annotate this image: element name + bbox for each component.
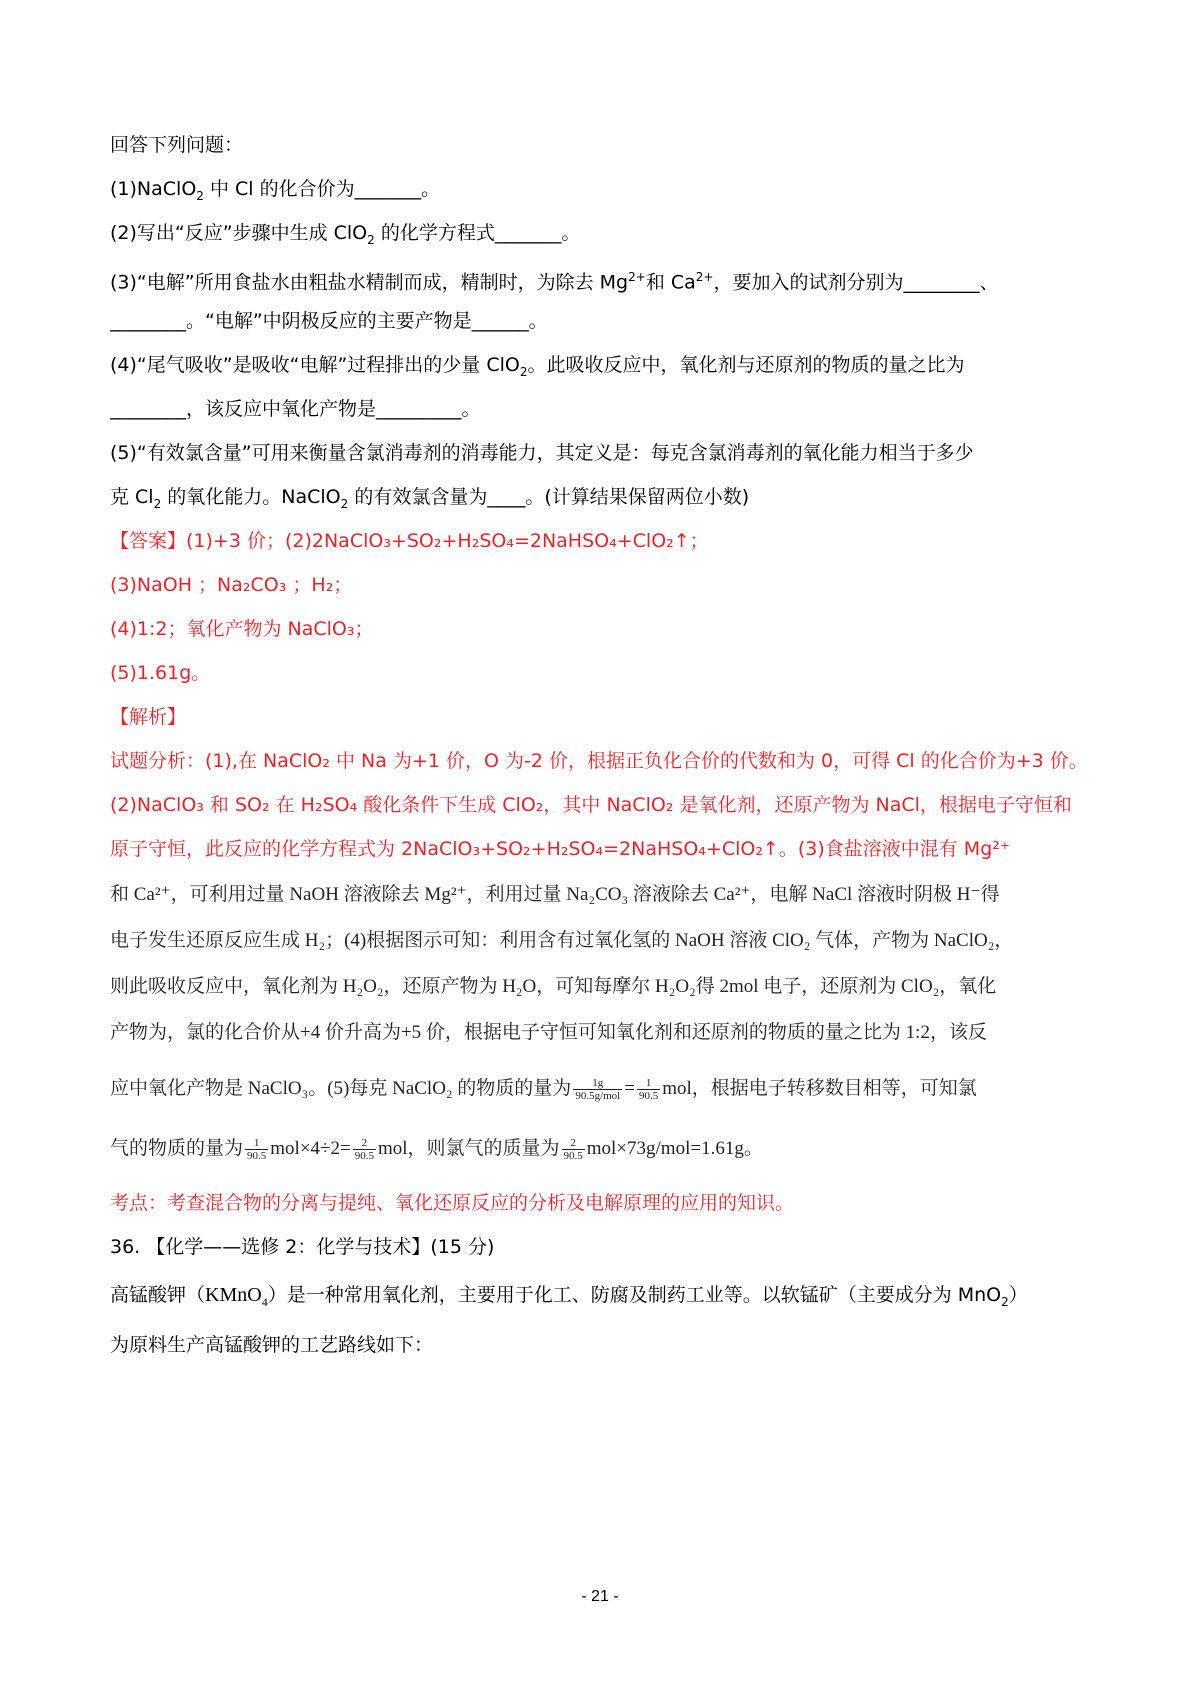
q2-subscript: 2	[367, 232, 375, 247]
scanned-4-text: 产物为，氯的化合价从+4 价升高为+5 价，根据电子守恒可知氧化剂和还原剂的物质的量之比为 1:2，该反	[110, 1022, 987, 1043]
q1-text-end: 中 Cl 的化合价为_______。	[203, 178, 441, 200]
fraction-denominator: 90.5	[563, 1150, 583, 1163]
scanned-line-6	[110, 1136, 763, 1162]
mno2-subscript: 2	[1001, 1294, 1009, 1309]
key-point-text: 考点：考查混合物的分离与提纯、氧化还原反应的分析及电解原理的应用的知识。	[110, 1192, 795, 1214]
answer-2-text: (3)NaOH ；Na₂CO₃ ；H₂；	[110, 574, 353, 596]
q2-text-end: 的化学方程式_______。	[374, 222, 581, 244]
explanation-line-3	[110, 836, 1010, 862]
q3-text-b: 和 Ca	[645, 271, 696, 294]
q3-line-2-text: ________。“电解”中阴极反应的主要产物是______。	[110, 310, 548, 332]
q3-superscript-1: 2+	[628, 270, 646, 284]
q5-subscript-1: 2	[153, 496, 162, 511]
scanned-3-text: 则此吸收反应中，氧化剂为 H₂O₂，还原产物为 H₂O，可知每摩尔 H₂O₂得 2mol 电子，还原剂为 ClO₂，氧化	[110, 976, 997, 997]
q36-text-a: 高锰酸钾（	[110, 1284, 206, 1306]
scanned-line-5	[110, 1076, 977, 1102]
q4-line-2-text: ________，该反应中氧化产物是_________。	[110, 398, 481, 420]
scanned-2-text: 电子发生还原反应生成 H₂；(4)根据图示可知：利用含有过氧化氢的 NaOH 溶液 ClO₂ 气体，产物为 NaClO₂，	[110, 930, 1014, 951]
answer-line-4	[110, 660, 210, 686]
intro-label: 回答下列问题：	[110, 134, 244, 156]
q3-text-a: (3)“电解”所用食盐水由粗盐水精制而成，精制时，为除去 Mg	[110, 271, 629, 294]
q5-text-b: 的氧化能力。NaClO	[161, 486, 341, 508]
question-2	[110, 220, 580, 246]
q4-text-b: 。此吸收反应中，氧化剂与还原剂的物质的量之比为	[527, 354, 965, 376]
key-point-line	[110, 1190, 794, 1216]
q1-subscript: 2	[196, 188, 204, 203]
q2-text: (2)写出“反应”步骤中生成 ClO	[110, 222, 368, 244]
explanation-1-text: 试题分析：(1),在 NaClO₂ 中 Na 为+1 价，O 为-2 价，根据正负化合价的代数和为 0，可得 Cl 的化合价为+3 价。	[110, 750, 1088, 772]
question-5	[110, 440, 974, 466]
intro-text	[110, 132, 243, 158]
answer-line-2	[110, 572, 352, 598]
fraction-numerator: 1g	[573, 1077, 622, 1090]
question-3	[110, 264, 999, 294]
fraction-numerator: 1	[245, 1137, 268, 1150]
scanned-6-text-c: mol，则氯气的质量为	[377, 1138, 560, 1159]
q4-text-a: (4)“尾气吸收”是吸收“电解”过程排出的少量 ClO	[110, 354, 520, 376]
q36-line-2-text: 为原料生产高锰酸钾的工艺路线如下：	[110, 1334, 434, 1356]
question-36-line-2	[110, 1332, 433, 1358]
kmno4-subscript: 4	[261, 1294, 268, 1309]
answer-4-text: (5)1.61g。	[110, 662, 211, 684]
fraction-denominator: 90.5	[354, 1150, 374, 1163]
explanation-3-text: 原子守恒，此反应的化学方程式为 2NaClO₃+SO₂+H₂SO₄=2NaHSO₄+ClO₂↑。(3)食盐溶液中混有 Mg²⁺	[110, 838, 1010, 860]
q5-text-c: 的有效氯含量为____。(计算结果保留两位小数)	[348, 486, 750, 508]
fraction-2-per-90-5	[353, 1137, 376, 1162]
answer-1-text: 【答案】(1)+3 价；(2)2NaClO₃+SO₂+H₂SO₄=2NaHSO₄+ClO₂↑；	[110, 530, 709, 552]
answer-3-text: (4)1:2；氧化产物为 NaClO₃；	[110, 618, 374, 640]
fraction-denominator: 90.5g/mol	[575, 1090, 621, 1103]
scanned-6-text-b: mol×4÷2=	[270, 1138, 351, 1159]
fraction-denominator: 90.5	[247, 1150, 267, 1163]
fraction-numerator: 2	[562, 1137, 585, 1150]
q5-line-1-text: (5)“有效氯含量”可用来衡量含氯消毒剂的消毒能力，其定义是：每克含氯消毒剂的氧化能力相当于多少	[110, 442, 974, 464]
question-36-heading	[110, 1234, 494, 1260]
question-4-line-2	[110, 396, 481, 422]
answer-line-1	[110, 528, 709, 554]
q5-subscript-2: 2	[340, 496, 349, 511]
question-36-line-1	[110, 1282, 1028, 1308]
scanned-6-text-a: 气的物质的量为	[110, 1138, 244, 1159]
fraction-1-per-90-5	[245, 1137, 268, 1162]
scanned-line-2	[110, 928, 1013, 954]
page-number: - 21 -	[581, 1588, 619, 1605]
analysis-heading-text: 【解析】	[110, 706, 187, 728]
q4-subscript: 2	[519, 364, 528, 379]
scanned-line-4	[110, 1020, 987, 1046]
kmno4-formula: KMnO	[205, 1284, 262, 1306]
fraction-numerator: 1	[637, 1077, 660, 1090]
question-1	[110, 176, 440, 202]
q5-text-a: 克 Cl	[110, 486, 154, 508]
scanned-line-3	[110, 974, 996, 1000]
scanned-line-1	[110, 882, 1000, 908]
fraction-denominator: 90.5	[638, 1090, 659, 1103]
question-36-heading-text: 36. 【化学——选修 2：化学与技术】(15 分)	[110, 1236, 495, 1258]
explanation-2-text: (2)NaClO₃ 和 SO₂ 在 H₂SO₄ 酸化条件下生成 ClO₂，其中 NaClO₂ 是氧化剂，还原产物为 NaCl，根据电子守恒和	[110, 794, 1072, 816]
scanned-1-text: 和 Ca²⁺，可利用过量 NaOH 溶液除去 Mg²⁺，利用过量 Na₂CO₃ 溶液除去 Ca²⁺，电解 NaCl 溶液时阴极 H⁻得	[110, 884, 1000, 905]
fraction-1-per-90-5	[637, 1077, 660, 1102]
analysis-heading	[110, 704, 186, 730]
fraction-2-per-90-5	[562, 1137, 585, 1162]
q3-superscript-2: 2+	[695, 270, 714, 284]
equals-sign: =	[624, 1078, 635, 1099]
q3-text-c: ，要加入的试剂分别为________、	[713, 271, 999, 294]
fraction-numerator: 2	[353, 1137, 376, 1150]
answer-line-3	[110, 616, 374, 642]
scanned-5-text-b: mol，根据电子转移数目相等，可知氯	[662, 1078, 977, 1099]
scanned-6-text-d: mol×73g/mol=1.61g。	[586, 1138, 763, 1159]
scanned-5-text-a: 应中氧化产物是 NaClO₃。(5)每克 NaClO₂ 的物质的量为	[110, 1078, 572, 1099]
q36-text-b: ）是一种常用氧化剂，主要用于化工、防腐及制药工业等。以软锰矿（主要成分为 MnO	[267, 1284, 1002, 1306]
q36-text-c: ）	[1008, 1284, 1028, 1306]
explanation-line-2	[110, 792, 1072, 818]
question-3-line-2	[110, 308, 548, 334]
question-5-line-2	[110, 484, 749, 510]
q1-text: (1)NaClO	[110, 178, 197, 200]
question-4	[110, 352, 964, 378]
explanation-line-1	[110, 748, 1088, 774]
fraction-1g-per-molar-mass	[573, 1077, 622, 1102]
